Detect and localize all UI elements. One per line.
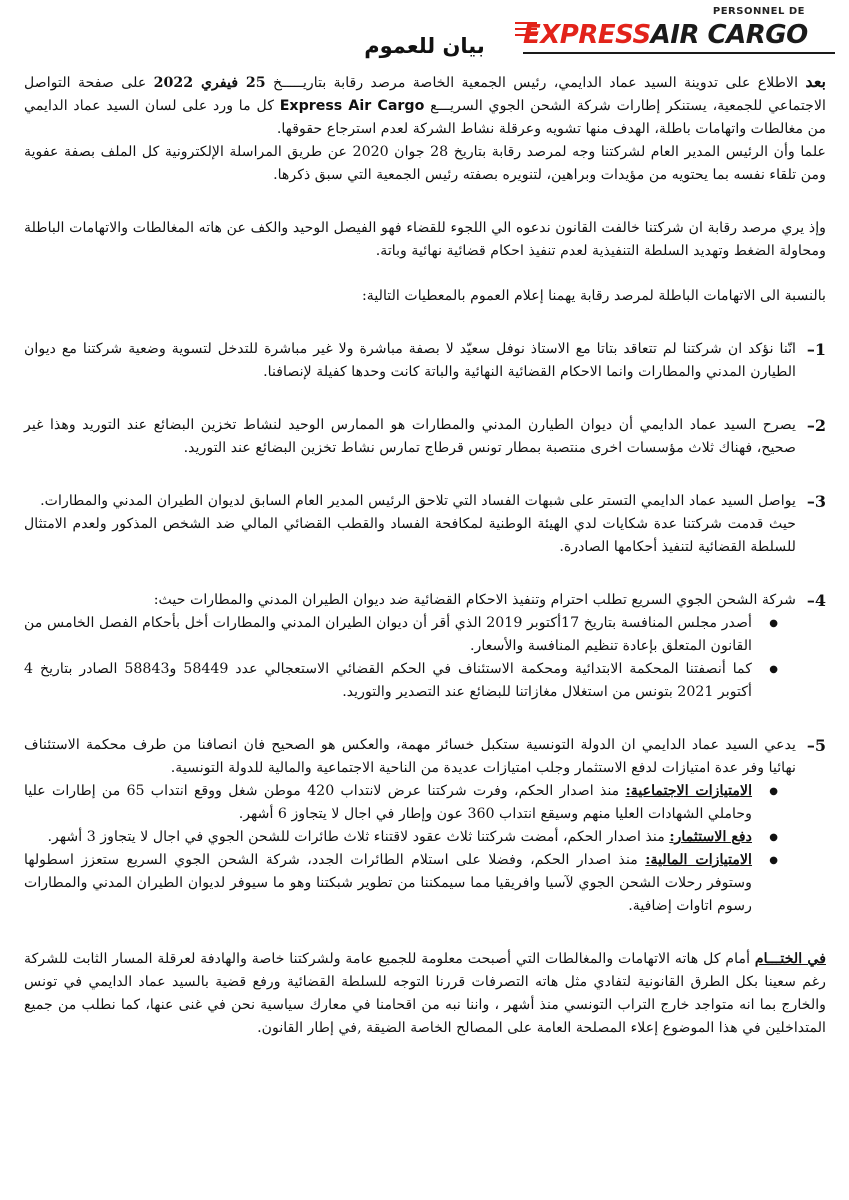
item-number: 2– — [806, 416, 826, 435]
bullet-item: ● أصدر مجلس المنافسة بتاريخ 17أكتوبر 2019 الذي أقر أن ديوان الطيران المدني والمطارات أخل بأحكام الفصل الخامس من القانون المتعلق بإعادة تنظيم المنافسة والأسعار. — [24, 612, 752, 658]
bullet-item: ● الامتيازات المالية: منذ اصدار الحكم، وفضلا على استلام الطائرات الجدد، شركة الشحن الجوي السريع ستعزز اسطولها وستوفر رحلات الشحن الجوي لآسيا وافريقيا مما سيمكننا من تطوير شبكتنا وهو ما سيوفر لديوان الطيران المدني والمطارات رسوم اتاوات إضافية. — [24, 849, 752, 918]
list-item-3: 3– يواصل السيد عماد الدايمي التستر على شبهات الفساد التي تلاحق الرئيس المدير العام السابق لديوان الطيران المدني والمطارات. حيث قدمت شركتنا عدة شكايات لدي الهيئة الوطنية لمكافحة الفساد والقطب القضائي المالي ضد الشخص المذكور ولعدم الامتثال للسلطة القضائية لتنفيذ أحكامها الصادرة. — [24, 492, 826, 555]
list-item-5: 5– يدعي السيد عماد الدايمي ان الدولة التونسية ستكبل خسائر مهمة، والعكس هو الصحيح فان انصافنا من طرف محكمة الاستئناف نهائيا وفر عدة امتيازات لدفع الاستثمار وجلب امتيازات عديدة من الناحية الاجتماعية والمالية للدولة التونسية. ● الامتيازات الاجتماعية: منذ اصدار الحكم، وفرت شركتنا عرض لانتداب 420 موطن شغل ووقع انتداب 65 من إطارات عليا وحاملي الشهادات العليا منهم وسيقع انتداب 360 عون وإطار في اجال لا يتجاوز 6 أشهر. ● دفع الاستثمار: منذ اصدار الحكم، أمضت شركتنا ثلاث عقود لاقتناء ثلاث طائرات للشحن الجوي في اجال لا يتجاوز 3 أشهر. ● الامتيازات المالية: منذ اصدار الحكم، وفضلا على استلام الطائرات الجدد، شركة الشحن الجوي السريع ستعزز اسطولها وستوفر رحلات الشحن الجوي لآسيا وافريقيا مما سيمكننا من تطوير شبكتنا وهو ما سيوفر لديوان الطيران المدني والمطارات رسوم اتاوات إضافية. — [24, 734, 826, 918]
item-number: 4– — [806, 591, 826, 610]
bullet-item: ● دفع الاستثمار: منذ اصدار الحكم، أمضت شركتنا ثلاث عقود لاقتناء ثلاث طائرات للشحن الجوي في اجال لا يتجاوز 3 أشهر. — [24, 826, 752, 849]
list-item-2: 2– يصرح السيد عماد الدايمي أن ديوان الطيارن المدني والمطارات هو الممارس الوحيد لنشاط تخزين البضائع عند التوريد وهذا غير صحيح، فهناك ثلاث مؤسسات اخرى منتصبة بمطار تونس قرطاج تمارس نشاط تخزين البضائع عند التوريد. — [24, 416, 826, 456]
paragraph-4: بالنسبة الى الاتهامات الباطلة لمرصد رقابة يهمنا إعلام العموم بالمعطيات التالية: — [361, 288, 826, 304]
closing-paragraph: في الختـــام أمام كل هاته الاتهامات والمغالطات التي أصبحت معلومة للجميع عامة ولشركتنا خاصة والهادفة لعرقلة المسار الثابت للشركة رغم سعينا بكل الطرق القانونية لتفادي مثل هاته التصرفات قررنا التوجه للسلطة القضائية ورفع قضية بالسيد عماد الدايمي في تونس والخارج بما انه متواجد خارج التراب التونسي منذ أشهر ، واننا نبه من اقحامنا في معارك سياسية نحن في غنى عنها، كما نطلب من جميع المتداخلين في هذا الموضوع إعلاء المصلحة العامة على المصالح الخاصة الضيقة ,في إطار القانون. — [24, 951, 826, 1036]
item-number: 3– — [806, 492, 826, 511]
page-title: بيان للعموم — [364, 34, 485, 58]
logo-top-label: PERSONNEL DE — [712, 6, 805, 17]
paragraph-2: علما وأن الرئيس المدير العام لشركتنا وجه لمرصد رقابة بتاريخ 28 جوان 2020 عن طريق المراسلة الإلكترونية كل الملف بصفة عفوية ومن تلقاء نفسه بما يحتويه من مؤيدات وبراهين، لتنويره بصفته رئيس الجمعية التي سبق ذكرها. — [24, 144, 827, 183]
statement-date: 25 فيفري 2022 — [153, 75, 266, 91]
item-number: 1– — [806, 340, 826, 359]
intro-paragraph: بعد الاطلاع على تدوينة السيد عماد الدايمي، رئيس الجمعية الخاصة مرصد رقابة بتاريـــــخ 25 فيفري 2022 على صفحة التواصل الاجتماعي للجمعية، يستنكر إطارات شركة الشحن الجوي السريـــع Express Air Cargo كل ما ورد على لسان السيد عماد الدايمي من مغالطات واتهامات باطلة، الهدف منها تشويه وعرقلة نشاط الشركة لعدم استرجاع حقوقها. — [24, 72, 826, 137]
bullet-item: ● الامتيازات الاجتماعية: منذ اصدار الحكم، وفرت شركتنا عرض لانتداب 420 موطن شغل ووقع انتداب 65 من إطارات عليا وحاملي الشهادات العليا منهم وسيقع انتداب 360 عون وإطار في اجال لا يتجاوز 6 أشهر. — [24, 780, 752, 826]
list-item-1: 1– انّنا نؤكد ان شركتنا لم تتعاقد بتاتا مع الاستاذ نوفل سعيّد لا بصفة مباشرة ولا غير مباشرة للتدخل لتسوية وضعية شركتنا مع ديوان الطيارن المدني والمطارات وانما الاحكام القضائية النهائية والباتة كانت وحدها كفيلة لإنصافنا. — [24, 340, 826, 380]
statement-body — [24, 70, 826, 1040]
company-name: Express Air Cargo — [279, 98, 425, 114]
logo-wordmark: EXPRESSAIR CARGO — [523, 20, 808, 50]
item-number: 5– — [806, 736, 826, 755]
bullet-item: ● كما أنصفتنا المحكمة الابتدائية ومحكمة الاستئناف في الحكم القضائي الاستعجالي عدد 58449 و58843 الصادر بتاريخ 4 أكتوبر 2021 بتونس من استغلال مغازاتنا للبضائع عند التصدير والتوريد. — [24, 658, 752, 704]
list-item-4: 4– شركة الشحن الجوي السريع تطلب احترام وتنفيذ الاحكام القضائية ضد ديوان الطيران المدني والمطارات حيث: ● أصدر مجلس المنافسة بتاريخ 17أكتوبر 2019 الذي أقر أن ديوان الطيران المدني والمطارات أخل بأحكام الفصل الخامس من القانون المتعلق بإعادة تنظيم المنافسة والأسعار. ● كما أنصفتنا المحكمة الابتدائية ومحكمة الاستئناف في الحكم القضائي الاستعجالي عدد 58449 و58843 الصادر بتاريخ 4 أكتوبر 2021 بتونس من استغلال مغازاتنا للبضائع عند التصدير والتوريد. — [24, 589, 826, 704]
paragraph-3: وإذ يري مرصد رقابة ان شركتنا خالفت القانون ندعوه الي اللجوء للقضاء فهو الفيصل الوحيد والكف عن هاته المغالطات والاتهامات الباطلة ومحاولة الضغط وتهديد السلطة التنفيذية لعدم تنفيذ احكام قضائية نهائية وباتة. — [24, 220, 826, 259]
